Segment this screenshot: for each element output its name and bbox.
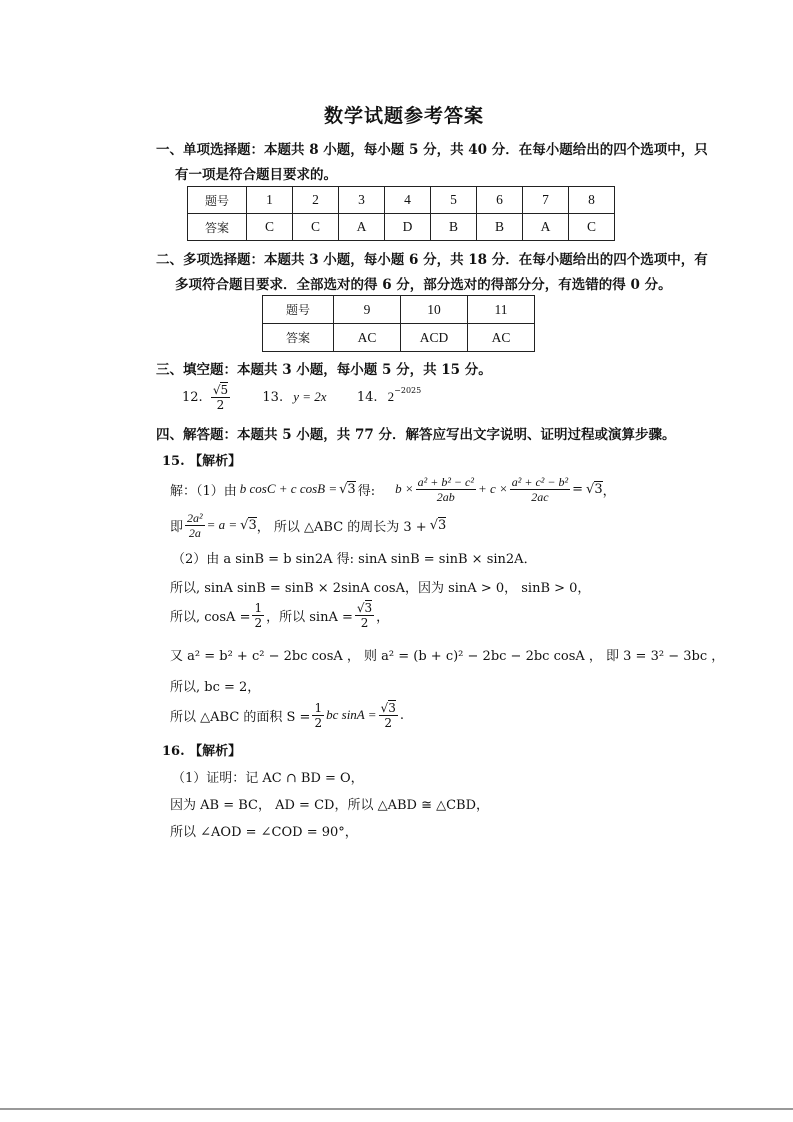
- table-cell: B: [431, 214, 477, 241]
- q15-line5: 所以, cosA = $\frac{1}{2}$ ，所以 sinA = $\frac{√3}{2}$ ，: [170, 600, 390, 630]
- q15-label: 15. 【解析】: [162, 454, 242, 469]
- table-cell: 3: [339, 187, 385, 214]
- page-title: 数学试题参考答案: [324, 105, 485, 127]
- section4-heading: 四、解答题：本题共 5 小题，共 77 分．解答应写出文字说明、证明过程或演算步骤。: [156, 427, 676, 443]
- q15-line8: 所以 △ABC 的面积 S = $\frac{1}{2}$ bc sinA = $\frac{√3}{2}$ .: [170, 700, 404, 730]
- section3-heading: 三、填空题：本题共 3 小题，每小题 5 分，共 15 分。: [156, 362, 492, 378]
- q16-line1: （1）证明：记 AC ∩ BD = O，: [172, 771, 364, 786]
- table-cell: 11: [468, 296, 535, 324]
- q16-line2: 因为 AB = BC， AD = CD，所以 △ABD ≅ △CBD，: [170, 798, 490, 813]
- table-cell: C: [293, 214, 339, 241]
- fill-in-answers: [182, 383, 421, 412]
- question-number-label: 题号: [188, 187, 247, 214]
- table-cell: 8: [569, 187, 615, 214]
- table-cell: A: [523, 214, 569, 241]
- table-cell: 6: [477, 187, 523, 214]
- q16-label: 16. 【解析】: [162, 744, 242, 759]
- q13-answer: y = 2x: [293, 389, 327, 404]
- table-cell: B: [477, 214, 523, 241]
- q15-line4: 所以, sinA sinB = sinB × 2sinA cosA，因为 sinA > 0， sinB > 0，: [170, 581, 591, 596]
- answer-label: 答案: [188, 214, 247, 241]
- table-cell: 2: [293, 187, 339, 214]
- q12-numerator: 5: [220, 383, 229, 397]
- single-choice-answer-table: [187, 186, 615, 241]
- page-bottom-divider: [0, 1108, 793, 1110]
- q12-label: 12.: [182, 390, 203, 405]
- q15-line6: 又 a² = b² + c² − 2bc cosA ， 则 a² = (b + c)² − 2bc − 2bc cosA ， 即 3 = 3² − 3bc ，: [170, 649, 725, 664]
- q14-exponent: −2025: [394, 385, 422, 395]
- answer-label: 答案: [263, 324, 334, 352]
- table-cell: A: [339, 214, 385, 241]
- table-cell: 5: [431, 187, 477, 214]
- table-cell: 4: [385, 187, 431, 214]
- q14-base: 2: [387, 389, 395, 404]
- section2-heading: 二、多项选择题：本题共 3 小题，每小题 6 分，共 18 分．在每小题给出的四个选项中，有: [156, 252, 708, 268]
- table-cell: C: [247, 214, 293, 241]
- q14-label: 14.: [356, 390, 378, 405]
- table-cell: 10: [401, 296, 468, 324]
- q15-line2: 即 $\frac{\text{2a²}}{2a}$ = a = √ 3 ， 所以 △ABC 的周长为 3 + √ 3: [170, 510, 447, 540]
- q15-line3: （2）由 a sinB = b sin2A 得: sinA sinB = sinB × sin2A．: [172, 552, 537, 567]
- q12-denominator: 2: [216, 398, 225, 412]
- section2-heading-cont: 多项符合题目要求．全部选对的得 6 分，部分选对的得部分分，有选错的得 0 分。: [175, 277, 672, 293]
- section1-heading-cont: 有一项是符合题目要求的。: [175, 167, 337, 183]
- table-cell: 1: [247, 187, 293, 214]
- table-cell: 9: [334, 296, 401, 324]
- q12-fraction: $\frac{√5}{2}$: [212, 383, 229, 412]
- q16-line3: 所以 ∠AOD = ∠COD = 90°，: [170, 825, 358, 840]
- q15-line7: 所以, bc = 2，: [170, 680, 261, 695]
- table-cell: AC: [468, 324, 535, 352]
- table-cell: ACD: [401, 324, 468, 352]
- table-cell: 7: [523, 187, 569, 214]
- table-cell: C: [569, 214, 615, 241]
- section1-heading: 一、单项选择题：本题共 8 小题，每小题 5 分，共 40 分．在每小题给出的四个选项中，只: [156, 142, 708, 158]
- question-number-label: 题号: [263, 296, 334, 324]
- q15-line1: 解：（1）由 b cosC + c cosB = √ 3 得: b × $\frac{\text{a² + b² − c²}}{2ab}$ + c × $\frac{\text{a² + c² − b²}}{2ac}$ = √ 3 ，: [170, 474, 616, 504]
- table-cell: D: [385, 214, 431, 241]
- table-cell: AC: [334, 324, 401, 352]
- multiple-choice-answer-table: [262, 295, 535, 352]
- q13-label: 13.: [262, 390, 284, 405]
